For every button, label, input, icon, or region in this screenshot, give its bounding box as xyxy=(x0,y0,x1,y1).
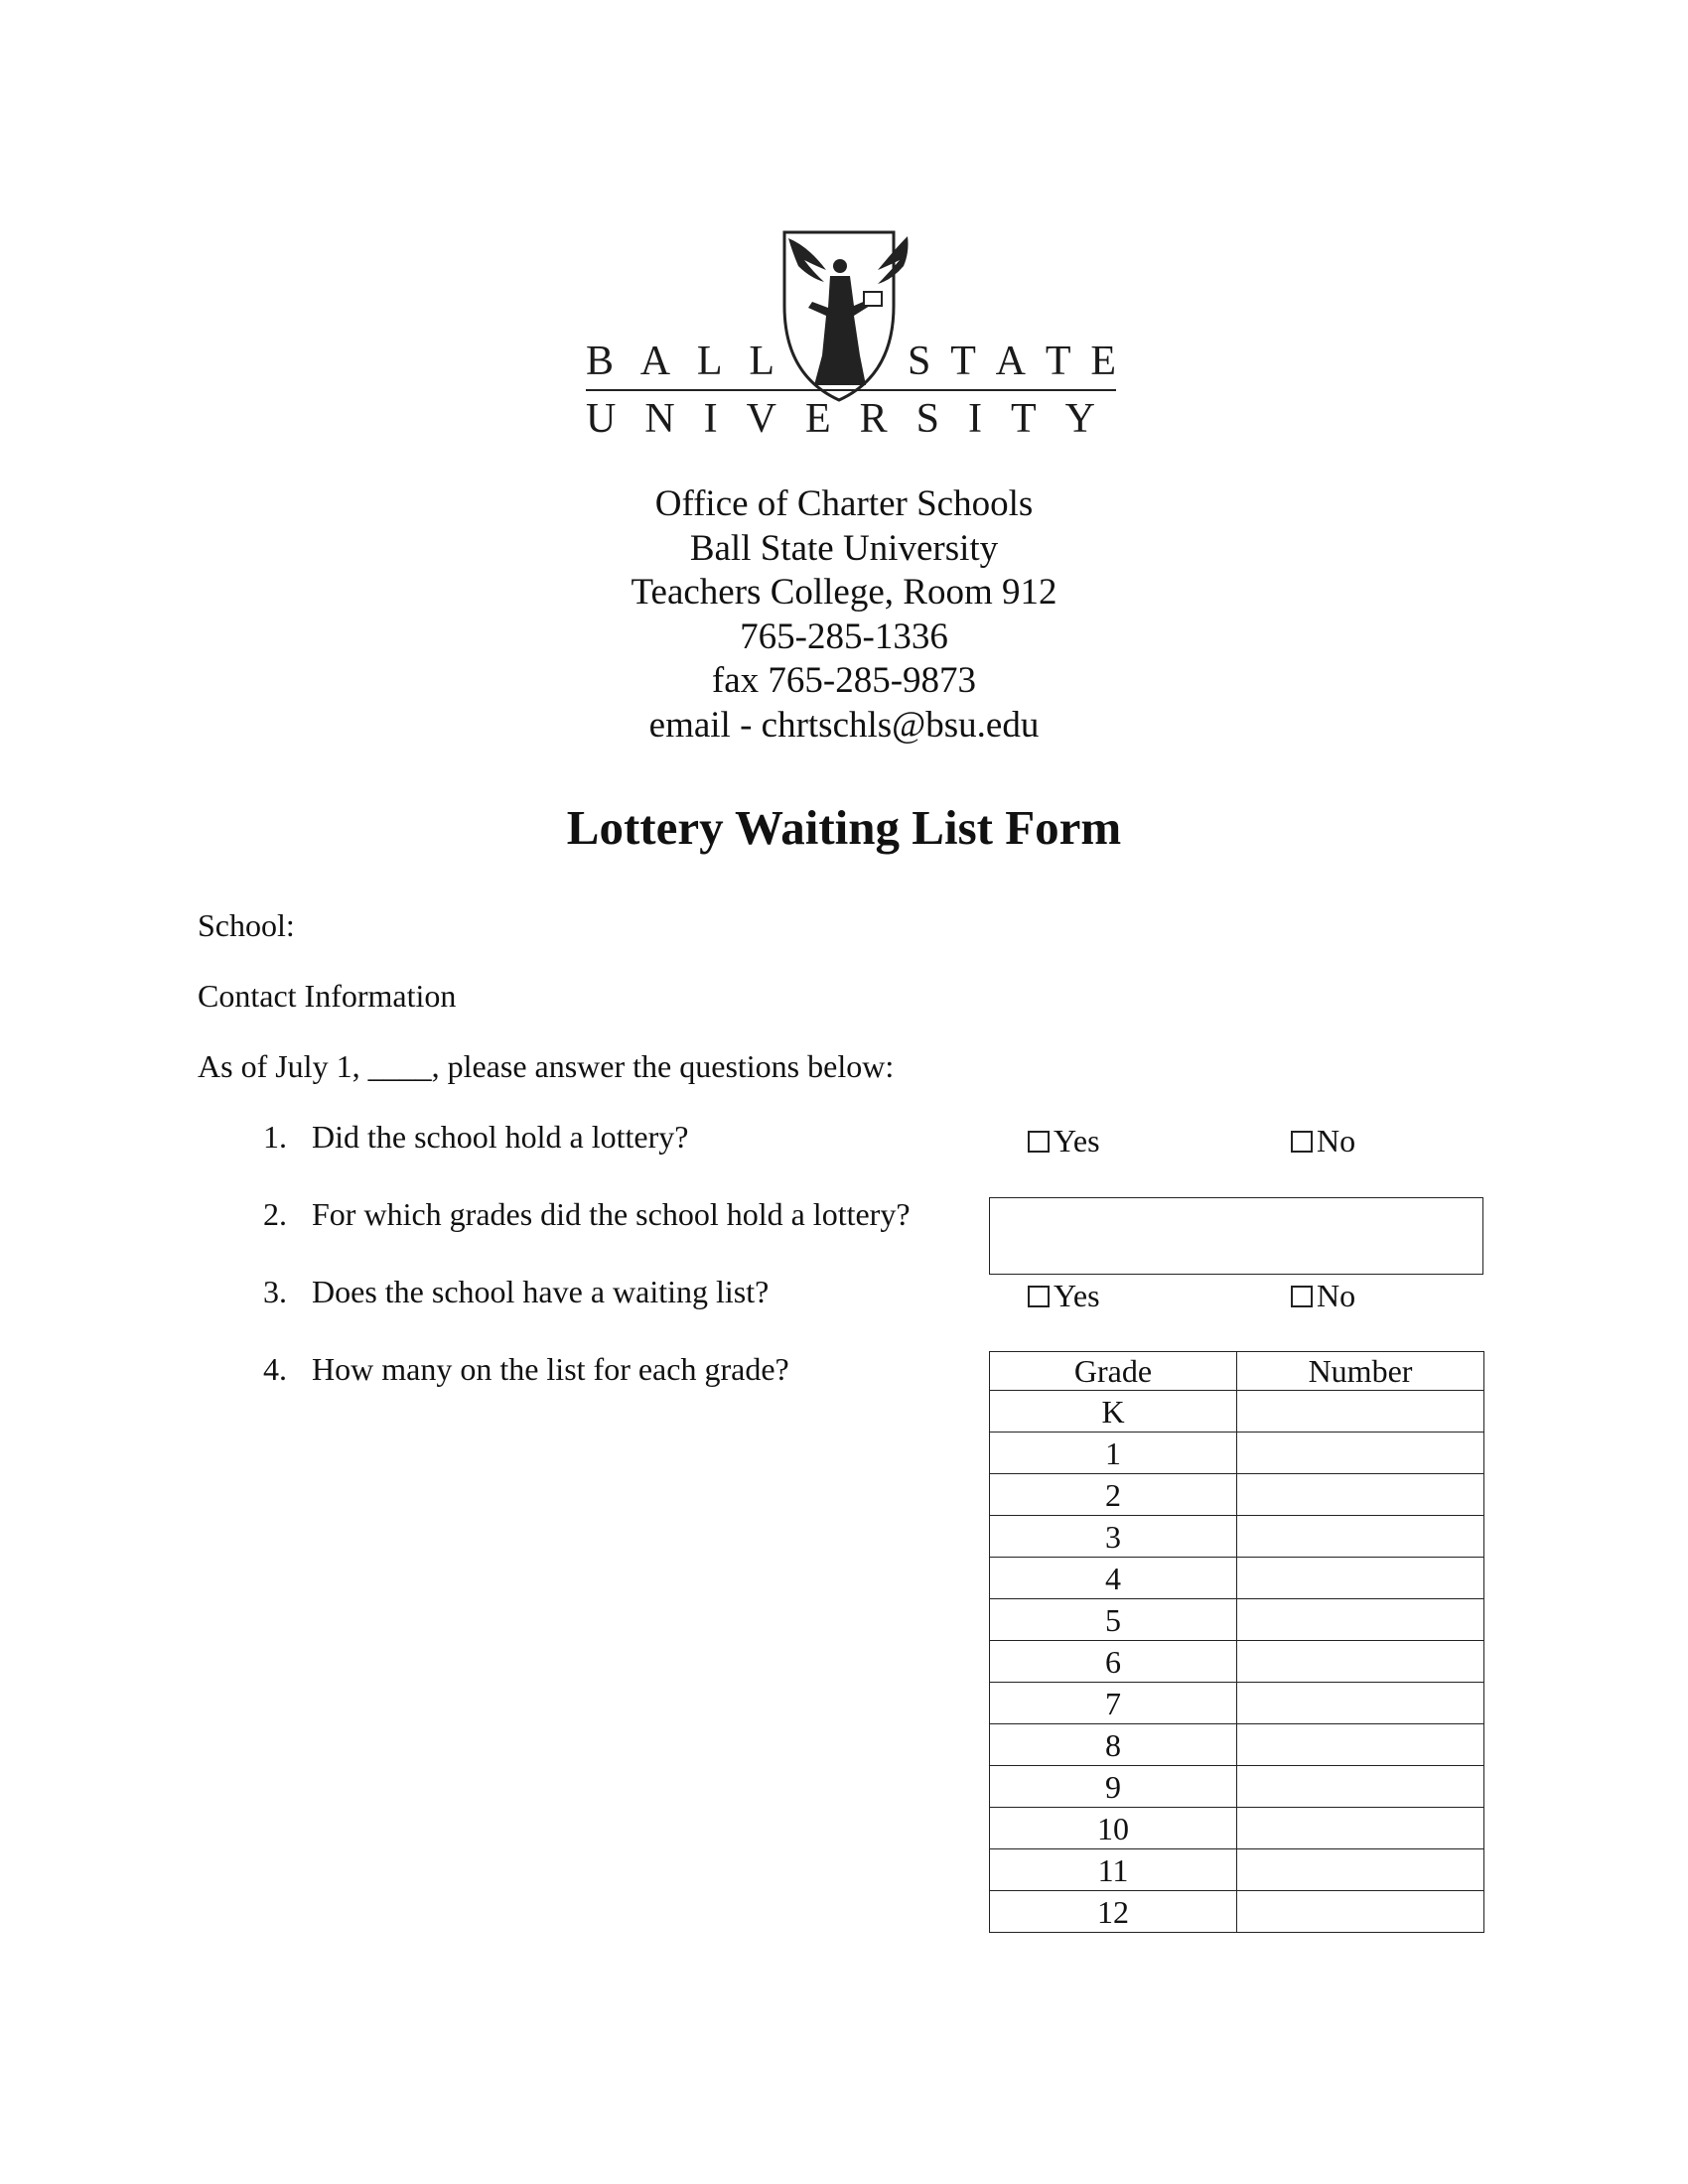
number-cell[interactable] xyxy=(1237,1683,1484,1724)
grade-cell: 7 xyxy=(990,1683,1237,1724)
number-cell[interactable] xyxy=(1237,1516,1484,1558)
table-row xyxy=(990,1766,1484,1808)
question-4-number: 4. xyxy=(263,1351,287,1387)
table-row xyxy=(990,1599,1484,1641)
question-4-text: How many on the list for each grade? xyxy=(312,1351,789,1387)
number-cell[interactable] xyxy=(1237,1599,1484,1641)
table-row xyxy=(990,1391,1484,1433)
checkbox-icon xyxy=(1028,1131,1050,1153)
phone-number: 765-285-1336 xyxy=(740,615,948,657)
table-row xyxy=(990,1558,1484,1599)
number-cell[interactable] xyxy=(1237,1849,1484,1891)
lottery-no-checkbox[interactable] xyxy=(1291,1123,1355,1160)
grade-cell: 1 xyxy=(990,1433,1237,1474)
table-row xyxy=(990,1724,1484,1766)
university-name: Ball State University xyxy=(689,527,999,569)
logo-word-university: UNIVERSITY xyxy=(586,396,1124,442)
waitlist-no-label: No xyxy=(1317,1278,1356,1313)
number-cell[interactable] xyxy=(1237,1433,1484,1474)
grade-column-header: Grade xyxy=(990,1352,1237,1391)
question-3-text: Does the school have a waiting list? xyxy=(312,1274,770,1309)
grade-cell: 12 xyxy=(990,1891,1237,1933)
office-name: Office of Charter Schools xyxy=(654,483,1034,524)
grade-cell: 3 xyxy=(990,1516,1237,1558)
table-row xyxy=(990,1808,1484,1849)
intro-text: As of July 1, ____, please answer the questions below: xyxy=(198,1048,895,1084)
table-row xyxy=(990,1433,1484,1474)
room-address: Teachers College, Room 912 xyxy=(631,572,1057,614)
logo-word-ball: B A L L xyxy=(586,339,774,384)
grade-cell: 8 xyxy=(990,1724,1237,1766)
number-cell[interactable] xyxy=(1237,1808,1484,1849)
grade-cell: K xyxy=(990,1391,1237,1433)
grade-cell: 6 xyxy=(990,1641,1237,1683)
lottery-yes-checkbox[interactable] xyxy=(1028,1123,1100,1160)
table-row xyxy=(990,1516,1484,1558)
grade-cell: 11 xyxy=(990,1849,1237,1891)
number-cell[interactable] xyxy=(1237,1391,1484,1433)
waitlist-yes-label: Yes xyxy=(1054,1278,1100,1313)
grade-cell: 10 xyxy=(990,1808,1237,1849)
question-3-number: 3. xyxy=(263,1274,287,1309)
grade-cell: 5 xyxy=(990,1599,1237,1641)
table-row xyxy=(990,1474,1484,1516)
grade-cell: 4 xyxy=(990,1558,1237,1599)
checkbox-icon xyxy=(1291,1286,1313,1307)
table-row xyxy=(990,1849,1484,1891)
number-cell[interactable] xyxy=(1237,1558,1484,1599)
fax-number: fax 765-285-9873 xyxy=(711,660,977,702)
number-cell[interactable] xyxy=(1237,1891,1484,1933)
number-cell[interactable] xyxy=(1237,1766,1484,1808)
table-row xyxy=(990,1891,1484,1933)
table-row xyxy=(990,1683,1484,1724)
number-cell[interactable] xyxy=(1237,1474,1484,1516)
table-row xyxy=(990,1641,1484,1683)
question-1-text: Did the school hold a lottery? xyxy=(312,1119,689,1155)
logo-word-state: S T A T E xyxy=(908,339,1116,384)
page-title: Lottery Waiting List Form xyxy=(566,800,1122,855)
checkbox-icon xyxy=(1028,1286,1050,1307)
lottery-grades-input[interactable] xyxy=(989,1197,1483,1275)
grade-cell: 2 xyxy=(990,1474,1237,1516)
checkbox-icon xyxy=(1291,1131,1313,1153)
address-block xyxy=(0,482,1688,749)
number-cell[interactable] xyxy=(1237,1724,1484,1766)
number-cell[interactable] xyxy=(1237,1641,1484,1683)
table-header-row xyxy=(990,1352,1484,1391)
lottery-yes-label: Yes xyxy=(1054,1123,1100,1159)
email-address: email - chrtschls@bsu.edu xyxy=(648,704,1040,746)
waiting-list-table xyxy=(989,1351,1484,1933)
waitlist-yes-checkbox[interactable] xyxy=(1028,1278,1100,1314)
waitlist-no-checkbox[interactable] xyxy=(1291,1278,1355,1314)
school-label: School: xyxy=(198,907,295,943)
question-1-number: 1. xyxy=(263,1119,287,1155)
number-column-header: Number xyxy=(1237,1352,1484,1391)
question-2-number: 2. xyxy=(263,1196,287,1232)
question-2-text: For which grades did the school hold a lottery? xyxy=(312,1196,911,1232)
grade-cell: 9 xyxy=(990,1766,1237,1808)
contact-label: Contact Information xyxy=(198,978,457,1014)
ball-state-logo xyxy=(580,226,1122,447)
lottery-no-label: No xyxy=(1317,1123,1356,1159)
